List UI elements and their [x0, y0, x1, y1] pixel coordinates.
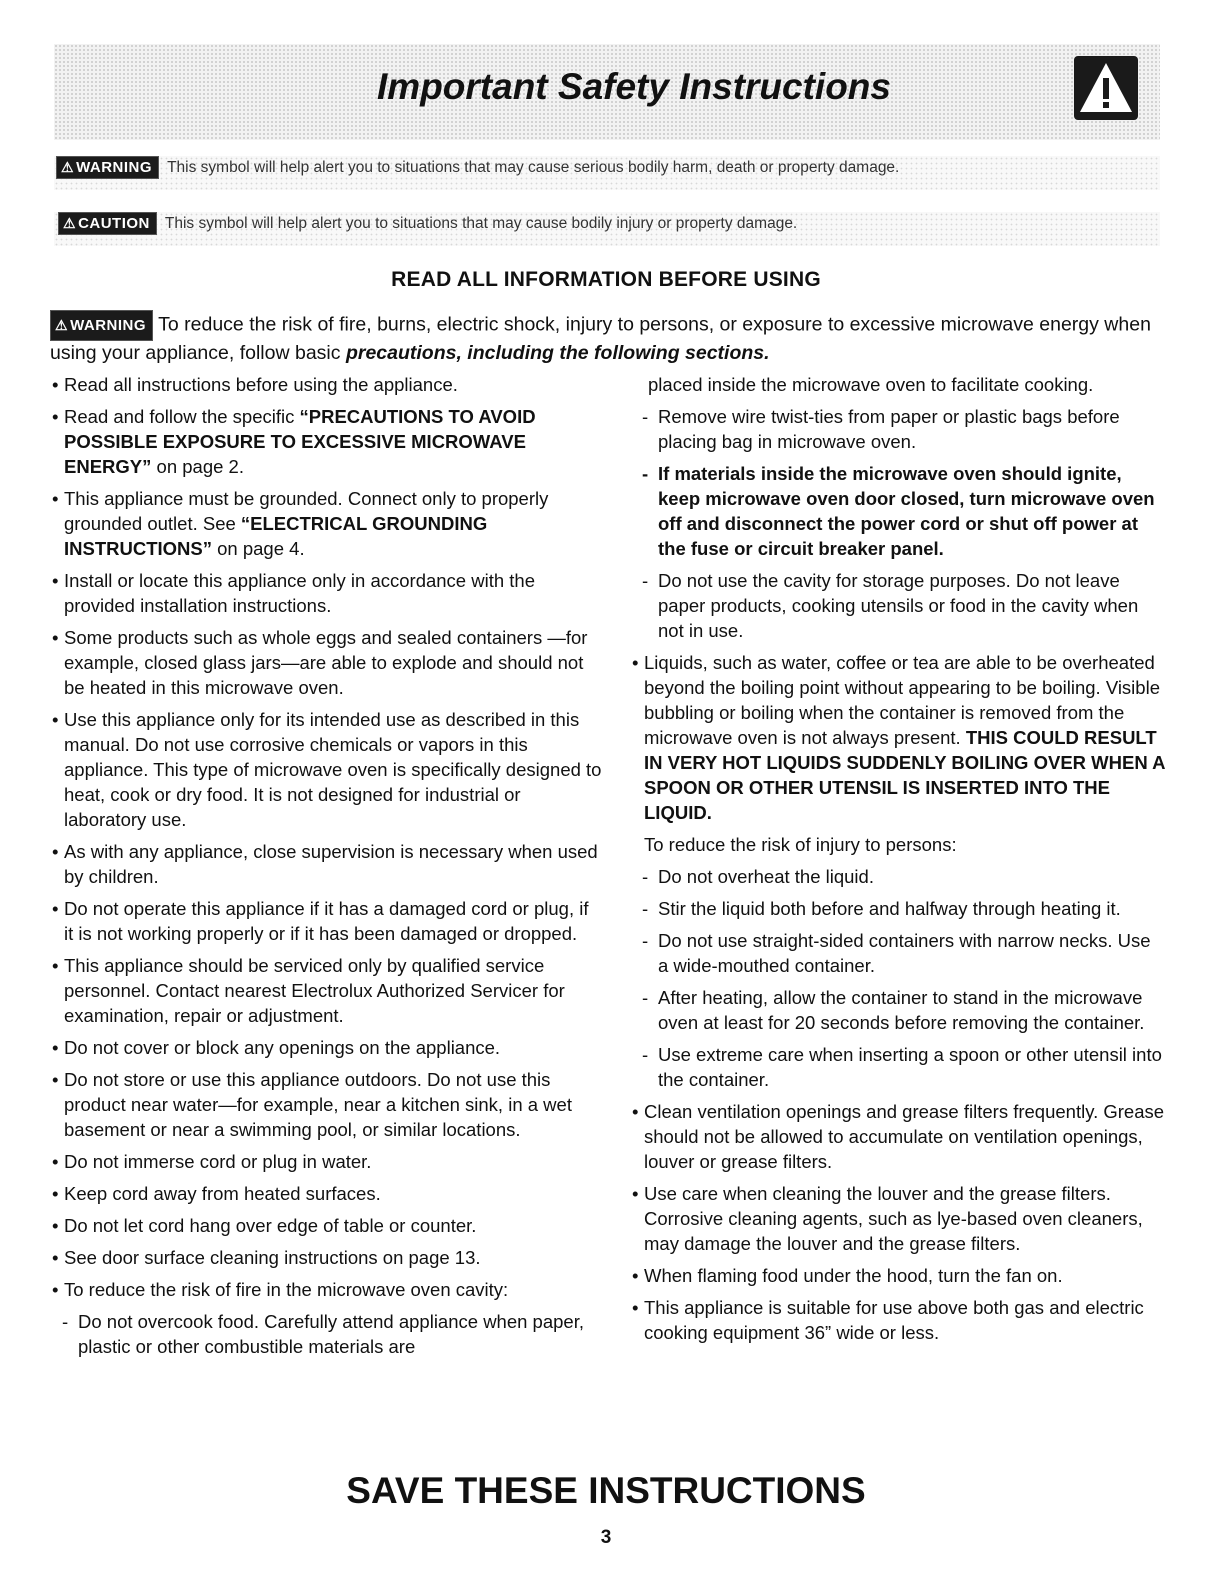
warning-symbol-row: [54, 156, 1160, 190]
left-column: [50, 372, 602, 1366]
sub-item: - Do not use the cavity for storage purposes. Do not leave paper products, cooking utensils or food in the cavity when not in use.: [640, 568, 1165, 643]
sub-item: - Use extreme care when inserting a spoon or other utensil into the container.: [640, 1042, 1165, 1092]
sub-item: - After heating, allow the container to stand in the microwave oven at least for 20 seconds before removing the container.: [640, 985, 1165, 1035]
list-item: • Liquids, such as water, coffee or tea are able to be overheated beyond the boiling point without appearing to be boiling. Visible bubbling or boiling when the container is removed from the microwave oven is not always present. THIS COULD RESULT IN VERY HOT LIQUIDS SUDDENLY BOILING OVER WHEN A SPOON OR OTHER UTENSIL IS INSERTED INTO THE LIQUID.: [630, 650, 1165, 825]
list-item: • As with any appliance, close supervision is necessary when used by children.: [50, 839, 602, 889]
sub-item: - Do not overcook food. Carefully attend appliance when paper, plastic or other combustible materials are: [60, 1309, 602, 1359]
save-instructions-heading: SAVE THESE INSTRUCTIONS: [346, 1470, 866, 1511]
warning-triangle-icon: [1074, 56, 1138, 120]
list-item: • Install or locate this appliance only in accordance with the provided installation instructions.: [50, 568, 602, 618]
sub-item: - Stir the liquid both before and halfway through heating it.: [640, 896, 1165, 921]
page-title: Important Safety Instructions: [377, 66, 891, 107]
list-item: • This appliance is suitable for use above both gas and electric cooking equipment 36” wide or less.: [630, 1295, 1165, 1345]
list-item: • Use care when cleaning the louver and the grease filters. Corrosive cleaning agents, such as lye-based oven cleaners, may damage the louver and the grease filters.: [630, 1181, 1165, 1256]
right-column: [630, 372, 1165, 1352]
list-item: • This appliance should be serviced only by qualified service personnel. Contact nearest Electrolux Authorized Servicer for examination, repair or adjustment.: [50, 953, 602, 1028]
sub-item: - Remove wire twist-ties from paper or plastic bags before placing bag in microwave oven.: [640, 404, 1165, 454]
alert-triangle-icon: ⚠: [55, 317, 69, 333]
warning-badge: ⚠ WARNING: [50, 310, 153, 341]
list-item: • Keep cord away from heated surfaces.: [50, 1181, 602, 1206]
list-item: • See door surface cleaning instructions on page 13.: [50, 1245, 602, 1270]
warning-intro: [50, 310, 1160, 365]
list-item: • Do not cover or block any openings on the appliance.: [50, 1035, 602, 1060]
warning-symbol-text: This symbol will help alert you to situations that may cause serious bodily harm, death or property damage.: [167, 158, 900, 176]
warning-intro-text: To reduce the risk of fire, burns, electric shock, injury to persons, or exposure to excessive microwave energy when using your appliance, follow basic: [50, 313, 1151, 364]
injury-intro: To reduce the risk of injury to persons:: [644, 834, 957, 855]
sub-item: - Do not use straight-sided containers with narrow necks. Use a wide-mouthed container.: [640, 928, 1165, 978]
list-item: • When flaming food under the hood, turn the fan on.: [630, 1263, 1165, 1288]
list-item: • To reduce the risk of fire in the microwave oven cavity:: [50, 1277, 602, 1302]
caution-badge: ⚠ CAUTION: [58, 212, 157, 235]
warning-badge: ⚠ WARNING: [56, 156, 159, 179]
read-all-heading: READ ALL INFORMATION BEFORE USING: [391, 268, 821, 291]
alert-triangle-icon: ⚠: [61, 159, 75, 175]
list-item: • Read all instructions before using the appliance.: [50, 372, 602, 397]
list-item: • This appliance must be grounded. Connect only to properly grounded outlet. See “ELECTRICAL GROUNDING INSTRUCTIONS” on page 4.: [50, 486, 602, 561]
warning-intro-emphasis: precautions, including the following sections.: [345, 342, 770, 364]
list-item: • Use this appliance only for its intended use as described in this manual. Do not use corrosive chemicals or vapors in this appliance. This type of microwave oven is specifically designed to heat, cook or dry food. It is not designed for industrial or laboratory use.: [50, 707, 602, 832]
sub-item: - Do not overheat the liquid.: [640, 864, 1165, 889]
caution-symbol-row: [54, 212, 1160, 246]
page-number: 3: [600, 1527, 612, 1548]
list-item: • Do not immerse cord or plug in water.: [50, 1149, 602, 1174]
sub-item: - If materials inside the microwave oven should ignite, keep microwave oven door closed, turn microwave oven off and disconnect the power cord or shut off power at the fuse or circuit breaker panel.: [640, 461, 1165, 561]
list-item: • Do not store or use this appliance outdoors. Do not use this product near water—for example, near a kitchen sink, in a wet basement or near a swimming pool, or similar locations.: [50, 1067, 602, 1142]
list-item: • Some products such as whole eggs and sealed containers —for example, closed glass jars—are able to explode and should not be heated in this microwave oven.: [50, 625, 602, 700]
list-item: • Read and follow the specific “PRECAUTIONS TO AVOID POSSIBLE EXPOSURE TO EXCESSIVE MICROWAVE ENERGY” on page 2.: [50, 404, 602, 479]
alert-triangle-icon: ⚠: [63, 215, 77, 231]
continued-text: placed inside the microwave oven to facilitate cooking.: [648, 374, 1094, 395]
list-item: • Do not let cord hang over edge of table or counter.: [50, 1213, 602, 1238]
title-banner: [54, 44, 1160, 140]
list-item: • Clean ventilation openings and grease filters frequently. Grease should not be allowed to accumulate on ventilation openings, louver or grease filters.: [630, 1099, 1165, 1174]
caution-symbol-text: This symbol will help alert you to situations that may cause bodily injury or property damage.: [164, 214, 798, 232]
list-item: • Do not operate this appliance if it has a damaged cord or plug, if it is not working properly or if it has been damaged or dropped.: [50, 896, 602, 946]
